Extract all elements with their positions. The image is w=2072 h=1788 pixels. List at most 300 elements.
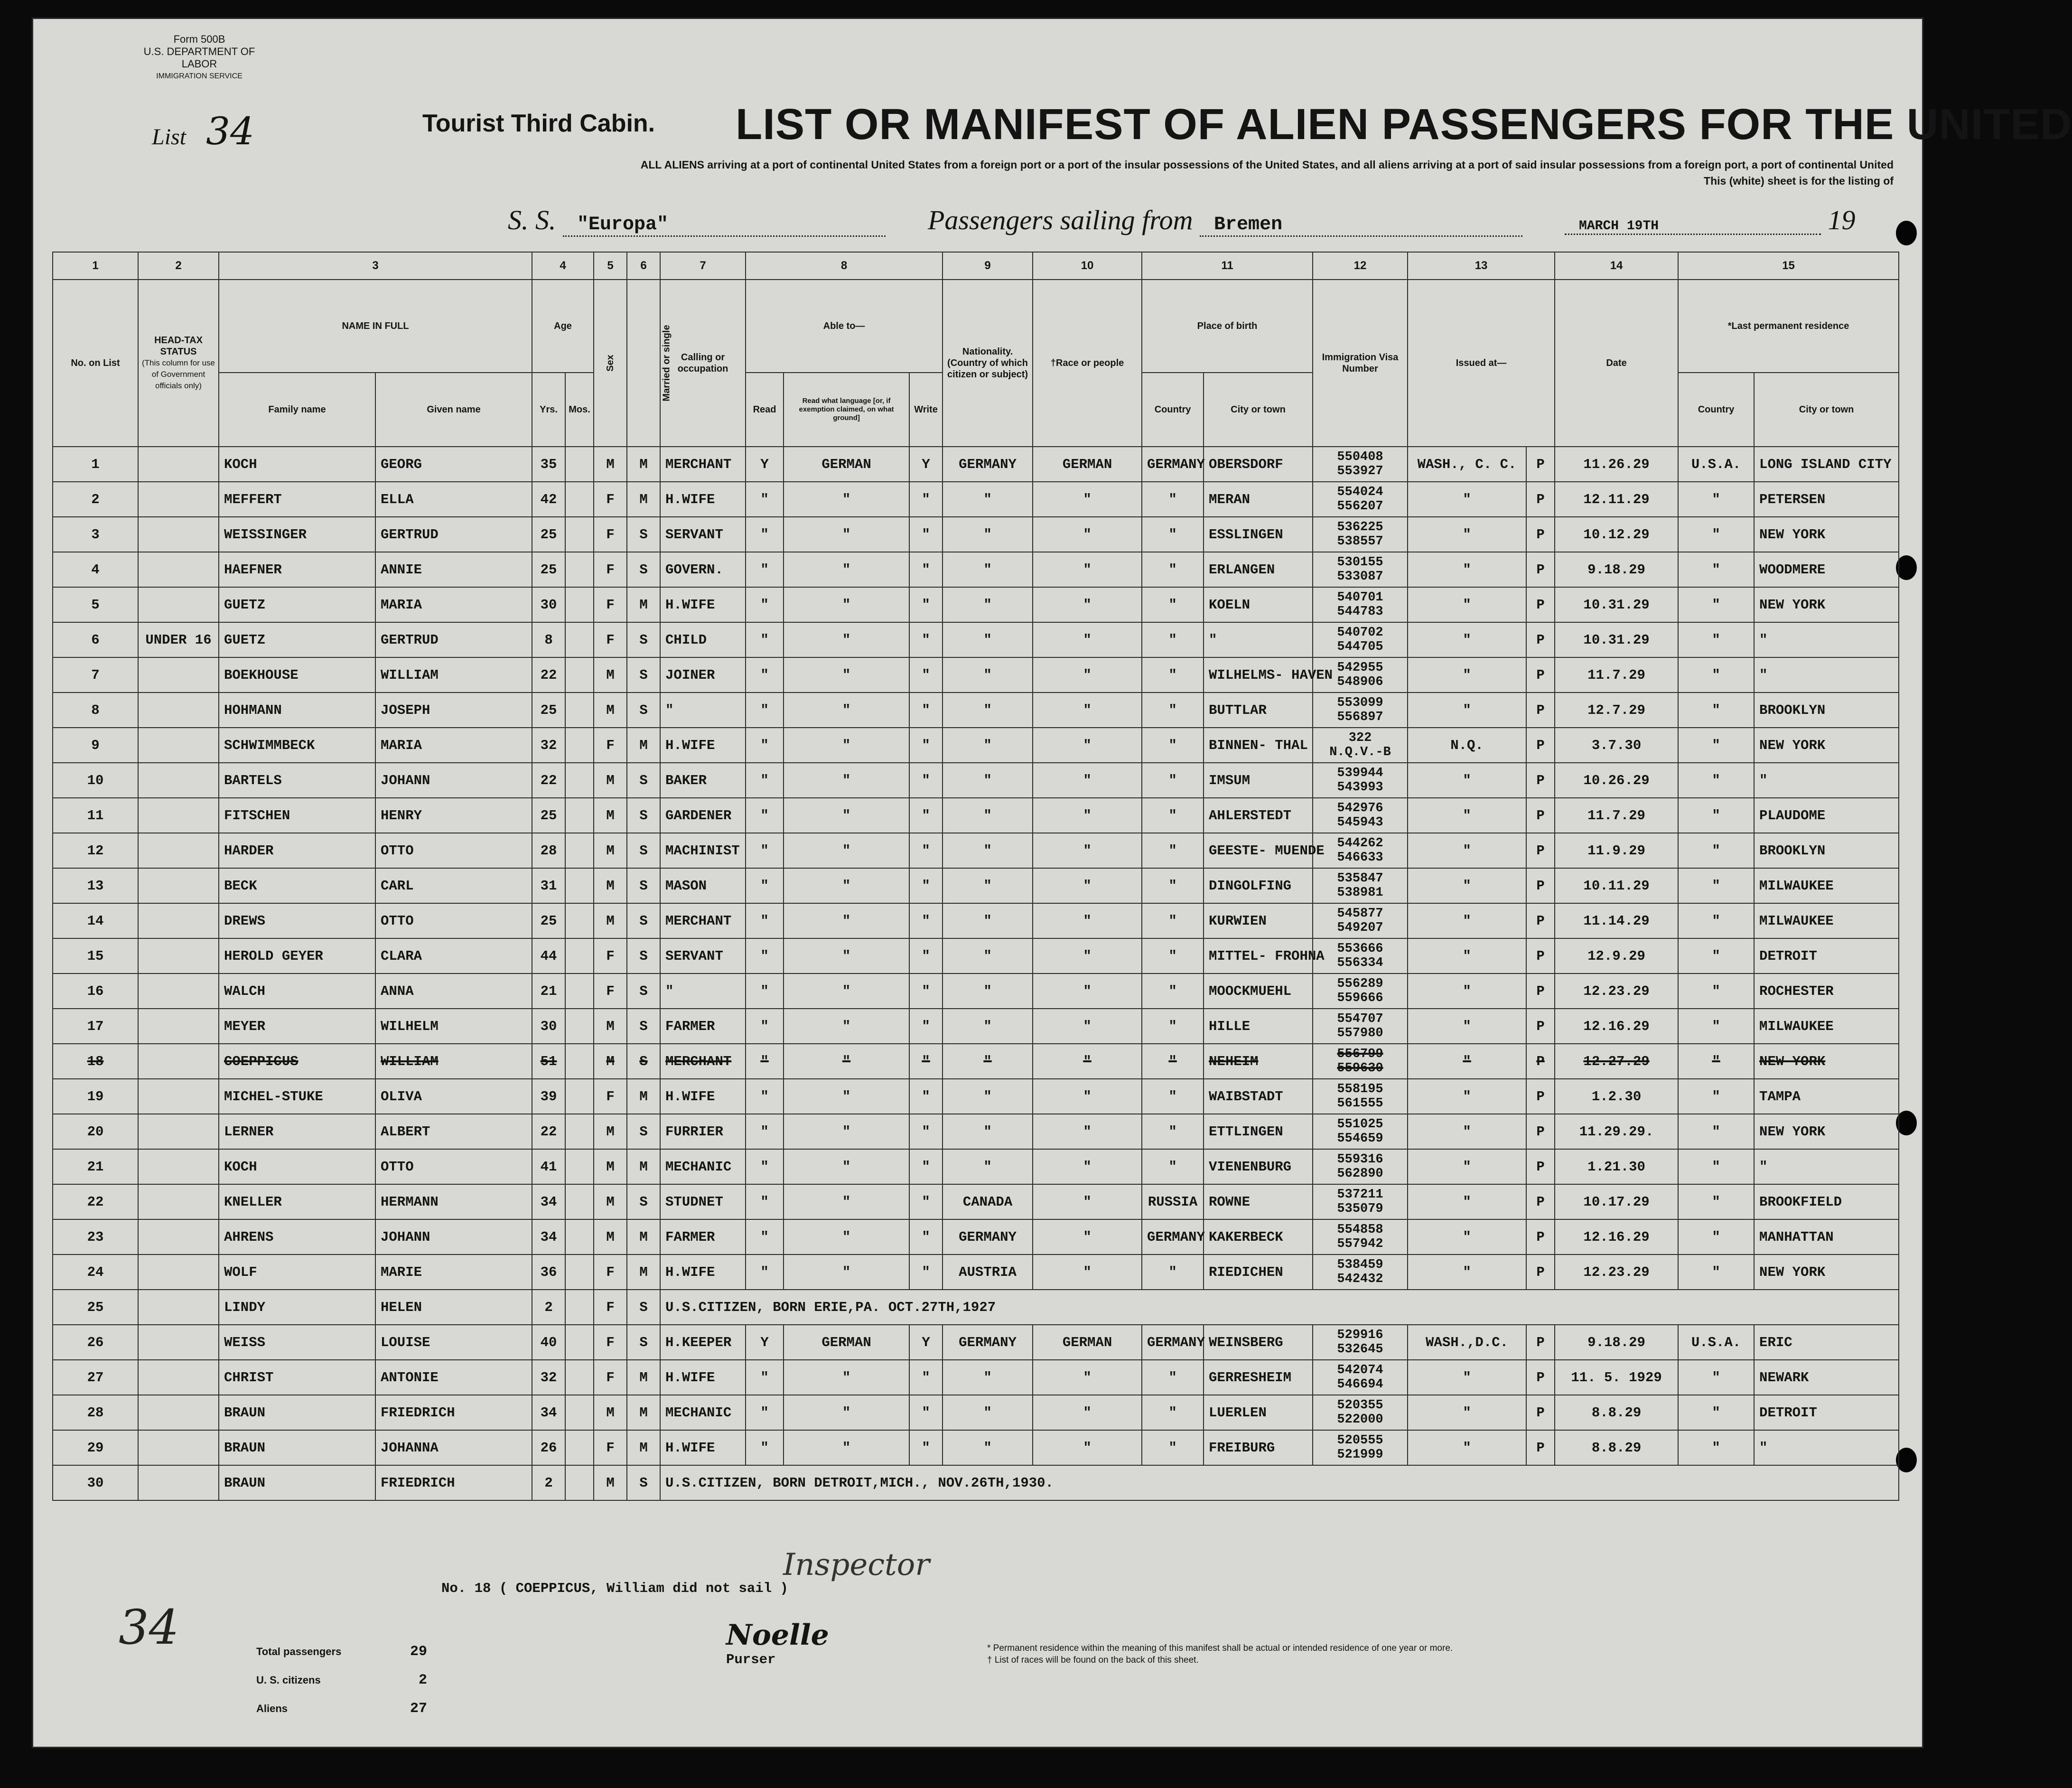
sex-cell: F	[594, 552, 627, 587]
departure-port: Bremen	[1200, 214, 1522, 237]
occupation: MASON	[660, 868, 746, 903]
residence-city: "	[1754, 1430, 1899, 1465]
can-write: "	[909, 1395, 943, 1430]
race: "	[1033, 1114, 1142, 1149]
table-row	[53, 1044, 1899, 1079]
issued-mark: P	[1526, 868, 1555, 903]
age-months	[565, 974, 594, 1009]
issued-at: "	[1408, 1079, 1526, 1114]
visa-number: 553666 556334	[1313, 938, 1408, 974]
family-name: CHRIST	[219, 1360, 375, 1395]
head-tax-cell	[138, 1184, 219, 1219]
sex-cell: M	[594, 798, 627, 833]
purser-label: Purser	[726, 1652, 776, 1667]
row-number: 4	[53, 552, 138, 587]
residence-city: DETROIT	[1754, 1395, 1899, 1430]
family-name: BECK	[219, 868, 375, 903]
birth-city: WAIBSTADT	[1204, 1079, 1313, 1114]
nationality: "	[943, 728, 1033, 763]
given-name: WILLIAM	[375, 657, 532, 693]
issued-at: "	[1408, 798, 1526, 833]
table-row	[53, 833, 1899, 868]
visa-number: 556289 559666	[1313, 974, 1408, 1009]
residence-city: ROCHESTER	[1754, 974, 1899, 1009]
row-number: 17	[53, 1009, 138, 1044]
age-years: 39	[532, 1079, 565, 1114]
age-months	[565, 1114, 594, 1149]
age-months	[565, 657, 594, 693]
table-row	[53, 1290, 1899, 1325]
age-years: 25	[532, 552, 565, 587]
age-years: 34	[532, 1395, 565, 1430]
race: "	[1033, 1044, 1142, 1079]
sailing-label: Passengers sailing from	[928, 205, 1193, 235]
visa-date: 11.26.29	[1555, 447, 1678, 482]
row-number: 7	[53, 657, 138, 693]
race: GERMAN	[1033, 1325, 1142, 1360]
age-months	[565, 1009, 594, 1044]
age-years: 25	[532, 903, 565, 938]
column-number: 15	[1678, 252, 1899, 280]
marital-status: S	[627, 693, 660, 728]
footnote-races: † List of races will be found on the back of this sheet.	[987, 1655, 1199, 1665]
given-name: ELLA	[375, 482, 532, 517]
totals-block	[256, 1638, 427, 1723]
occupation: H.WIFE	[660, 587, 746, 622]
citizen-note: U.S.CITIZEN, BORN ERIE,PA. OCT.27TH,1927	[660, 1290, 1899, 1325]
issued-at: "	[1408, 1044, 1526, 1079]
race: "	[1033, 763, 1142, 798]
row-number: 29	[53, 1430, 138, 1465]
list-number	[152, 109, 254, 153]
marital-status: M	[627, 1254, 660, 1290]
issued-at: "	[1408, 974, 1526, 1009]
age-months	[565, 622, 594, 657]
departure-date: MARCH 19TH	[1565, 219, 1821, 235]
header-name-in-full: NAME IN FULL	[219, 280, 532, 373]
head-tax-cell: UNDER 16	[138, 622, 219, 657]
occupation: MACHINIST	[660, 833, 746, 868]
can-write: "	[909, 1219, 943, 1254]
birth-country: "	[1142, 693, 1204, 728]
residence-country: "	[1678, 1044, 1754, 1079]
visa-date: 12.7.29	[1555, 693, 1678, 728]
birth-country: "	[1142, 587, 1204, 622]
row-number: 28	[53, 1395, 138, 1430]
visa-number: 558195 561555	[1313, 1079, 1408, 1114]
race: "	[1033, 1149, 1142, 1184]
marital-status: M	[627, 1149, 660, 1184]
birth-country: "	[1142, 938, 1204, 974]
visa-number: 554024 556207	[1313, 482, 1408, 517]
age-months	[565, 587, 594, 622]
read-language: GERMAN	[784, 447, 909, 482]
table-row	[53, 1079, 1899, 1114]
given-name: MARIE	[375, 1254, 532, 1290]
issued-mark: P	[1526, 763, 1555, 798]
can-write: "	[909, 482, 943, 517]
visa-date: 9.18.29	[1555, 1325, 1678, 1360]
head-tax-cell	[138, 517, 219, 552]
table-row	[53, 447, 1899, 482]
given-name: WILLIAM	[375, 1044, 532, 1079]
family-name: HARDER	[219, 833, 375, 868]
marital-status: M	[627, 1219, 660, 1254]
issued-at: "	[1408, 517, 1526, 552]
issued-at: WASH., C. C.	[1408, 447, 1526, 482]
race: "	[1033, 868, 1142, 903]
column-number: 4	[532, 252, 594, 280]
residence-country: "	[1678, 587, 1754, 622]
race: "	[1033, 728, 1142, 763]
family-name: WEISS	[219, 1325, 375, 1360]
visa-number: 520355 522000	[1313, 1395, 1408, 1430]
row-number: 20	[53, 1114, 138, 1149]
can-read: "	[746, 868, 784, 903]
column-number: 2	[138, 252, 219, 280]
issued-at: "	[1408, 552, 1526, 587]
residence-city: NEW YORK	[1754, 1254, 1899, 1290]
family-name: SCHWIMMBECK	[219, 728, 375, 763]
read-language: "	[784, 1395, 909, 1430]
occupation: GARDENER	[660, 798, 746, 833]
sex-cell: M	[594, 1184, 627, 1219]
issued-mark: P	[1526, 974, 1555, 1009]
list-label: List	[152, 124, 187, 150]
table-row	[53, 552, 1899, 587]
can-write: "	[909, 693, 943, 728]
visa-date: 12.23.29	[1555, 974, 1678, 1009]
table-row	[53, 1254, 1899, 1290]
race: "	[1033, 798, 1142, 833]
marital-status: S	[627, 798, 660, 833]
birth-city: OBERSDORF	[1204, 447, 1313, 482]
visa-date: 11.9.29	[1555, 833, 1678, 868]
birth-country: "	[1142, 517, 1204, 552]
visa-date: 10.17.29	[1555, 1184, 1678, 1219]
race: "	[1033, 903, 1142, 938]
sex-cell: F	[594, 517, 627, 552]
nationality: "	[943, 763, 1033, 798]
can-read: Y	[746, 447, 784, 482]
given-name: ANNA	[375, 974, 532, 1009]
head-tax-cell	[138, 1219, 219, 1254]
can-write: "	[909, 798, 943, 833]
can-read: "	[746, 728, 784, 763]
table-row	[53, 1149, 1899, 1184]
visa-date: 9.18.29	[1555, 552, 1678, 587]
given-name: FRIEDRICH	[375, 1465, 532, 1500]
age-years: 36	[532, 1254, 565, 1290]
residence-country: "	[1678, 1395, 1754, 1430]
citizen-note: U.S.CITIZEN, BORN DETROIT,MICH., NOV.26TH,1930.	[660, 1465, 1899, 1500]
given-name: GERTRUD	[375, 622, 532, 657]
us-citizens-row	[256, 1666, 427, 1694]
residence-country: "	[1678, 1149, 1754, 1184]
issued-mark: P	[1526, 657, 1555, 693]
read-language: "	[784, 798, 909, 833]
ship-line	[508, 204, 1856, 237]
nationality: GERMANY	[943, 1325, 1033, 1360]
occupation: SERVANT	[660, 938, 746, 974]
family-name: HAEFNER	[219, 552, 375, 587]
issued-mark: P	[1526, 938, 1555, 974]
marital-status: S	[627, 974, 660, 1009]
us-citizens-label: U. S. citizens	[256, 1674, 321, 1686]
visa-date: 10.12.29	[1555, 517, 1678, 552]
birth-country: GERMANY	[1142, 447, 1204, 482]
birth-city: WEINSBERG	[1204, 1325, 1313, 1360]
occupation: H.WIFE	[660, 1079, 746, 1114]
read-language: "	[784, 1219, 909, 1254]
residence-country: "	[1678, 1254, 1754, 1290]
family-name: GUETZ	[219, 587, 375, 622]
given-name: CARL	[375, 868, 532, 903]
visa-number: 550408 553927	[1313, 447, 1408, 482]
table-row	[53, 1430, 1899, 1465]
given-name: HERMANN	[375, 1184, 532, 1219]
race: "	[1033, 1360, 1142, 1395]
sex-cell: M	[594, 447, 627, 482]
row-number: 24	[53, 1254, 138, 1290]
birth-city: BUTTLAR	[1204, 693, 1313, 728]
age-months	[565, 1465, 594, 1500]
nationality: "	[943, 1360, 1033, 1395]
given-name: HELEN	[375, 1290, 532, 1325]
issued-mark: P	[1526, 728, 1555, 763]
residence-country: "	[1678, 798, 1754, 833]
birth-country: GERMANY	[1142, 1325, 1204, 1360]
given-name: ANTONIE	[375, 1360, 532, 1395]
given-name: OTTO	[375, 903, 532, 938]
family-name: LERNER	[219, 1114, 375, 1149]
residence-country: "	[1678, 693, 1754, 728]
visa-number: 544262 546633	[1313, 833, 1408, 868]
birth-country: "	[1142, 1079, 1204, 1114]
age-months	[565, 1325, 594, 1360]
issued-at: "	[1408, 1430, 1526, 1465]
issued-mark: P	[1526, 1254, 1555, 1290]
header-date: Date	[1555, 280, 1678, 447]
family-name: MICHEL-STUKE	[219, 1079, 375, 1114]
read-language: "	[784, 833, 909, 868]
race: "	[1033, 1430, 1142, 1465]
table-row	[53, 938, 1899, 974]
column-number: 7	[660, 252, 746, 280]
can-read: "	[746, 1079, 784, 1114]
occupation: H.WIFE	[660, 728, 746, 763]
race: "	[1033, 1395, 1142, 1430]
can-write: "	[909, 1044, 943, 1079]
head-tax-cell	[138, 552, 219, 587]
visa-number: 537211 535079	[1313, 1184, 1408, 1219]
head-tax-cell	[138, 728, 219, 763]
header-place-of-birth: Place of birth	[1142, 280, 1313, 373]
visa-number: 539944 543993	[1313, 763, 1408, 798]
birth-city: GERRESHEIM	[1204, 1360, 1313, 1395]
issued-at: N.Q.	[1408, 728, 1526, 763]
birth-city: VIENENBURG	[1204, 1149, 1313, 1184]
visa-date: 12.16.29	[1555, 1219, 1678, 1254]
residence-country: "	[1678, 938, 1754, 974]
can-read: "	[746, 763, 784, 798]
age-months	[565, 517, 594, 552]
column-number: 12	[1313, 252, 1408, 280]
header-age: Age	[532, 280, 594, 373]
header-birth-city: City or town	[1204, 373, 1313, 447]
inspector-signature: Inspector	[783, 1547, 930, 1582]
subtitle-line-2: This (white) sheet is for the listing of	[1704, 175, 1894, 187]
given-name: FRIEDRICH	[375, 1395, 532, 1430]
can-read: "	[746, 517, 784, 552]
can-read: "	[746, 798, 784, 833]
residence-country: "	[1678, 1079, 1754, 1114]
read-language: "	[784, 657, 909, 693]
table-row	[53, 868, 1899, 903]
age-months	[565, 1290, 594, 1325]
sex-cell: M	[594, 1149, 627, 1184]
can-read: "	[746, 1149, 784, 1184]
nationality: "	[943, 938, 1033, 974]
row-number: 23	[53, 1219, 138, 1254]
header-residence-city: City or town	[1754, 373, 1899, 447]
birth-city: LUERLEN	[1204, 1395, 1313, 1430]
table-row	[53, 482, 1899, 517]
issued-mark: P	[1526, 587, 1555, 622]
residence-country: "	[1678, 1360, 1754, 1395]
can-read: "	[746, 587, 784, 622]
birth-city: IMSUM	[1204, 763, 1313, 798]
marital-status: S	[627, 1465, 660, 1500]
read-language: "	[784, 622, 909, 657]
residence-country: "	[1678, 1219, 1754, 1254]
family-name: HEROLD GEYER	[219, 938, 375, 974]
age-years: 2	[532, 1465, 565, 1500]
birth-country: "	[1142, 1009, 1204, 1044]
age-years: 22	[532, 657, 565, 693]
issued-at: "	[1408, 763, 1526, 798]
visa-date: 10.26.29	[1555, 763, 1678, 798]
row-number: 10	[53, 763, 138, 798]
head-tax-cell	[138, 1149, 219, 1184]
residence-city: NEW YORK	[1754, 728, 1899, 763]
can-write: "	[909, 1009, 943, 1044]
can-read: "	[746, 1114, 784, 1149]
total-passengers-label: Total passengers	[256, 1646, 342, 1657]
ss-label: S. S.	[508, 205, 556, 235]
occupation: CHILD	[660, 622, 746, 657]
occupation: FARMER	[660, 1219, 746, 1254]
sex-cell: M	[594, 657, 627, 693]
occupation: GOVERN.	[660, 552, 746, 587]
age-years: 40	[532, 1325, 565, 1360]
read-language: "	[784, 1360, 909, 1395]
issued-mark: P	[1526, 447, 1555, 482]
year-label: 19	[1828, 205, 1856, 235]
residence-city: MANHATTAN	[1754, 1219, 1899, 1254]
can-read: Y	[746, 1325, 784, 1360]
header-married	[627, 280, 672, 447]
nationality: AUSTRIA	[943, 1254, 1033, 1290]
marital-status: S	[627, 1009, 660, 1044]
column-number: 9	[943, 252, 1033, 280]
header-nationality: Nationality. (Country of which citizen or subject)	[943, 280, 1033, 447]
row-number: 11	[53, 798, 138, 833]
header-visa-number: Immigration Visa Number	[1313, 280, 1408, 447]
birth-country: "	[1142, 1254, 1204, 1290]
nationality: "	[943, 1430, 1033, 1465]
marital-status: M	[627, 1360, 660, 1395]
age-months	[565, 868, 594, 903]
nationality: "	[943, 482, 1033, 517]
sex-cell: F	[594, 728, 627, 763]
residence-country: U.S.A.	[1678, 447, 1754, 482]
head-tax-cell	[138, 903, 219, 938]
department-name: U.S. DEPARTMENT OF LABOR	[143, 46, 255, 70]
row-number: 5	[53, 587, 138, 622]
nationality: GERMANY	[943, 447, 1033, 482]
marital-status: S	[627, 763, 660, 798]
table-row	[53, 587, 1899, 622]
nationality: "	[943, 622, 1033, 657]
issued-at: "	[1408, 693, 1526, 728]
header-row-1	[53, 280, 1899, 373]
table-row	[53, 1219, 1899, 1254]
table-row	[53, 622, 1899, 657]
header-mos: Mos.	[565, 373, 594, 447]
sex-cell: F	[594, 1430, 627, 1465]
birth-city: FREIBURG	[1204, 1430, 1313, 1465]
can-read: "	[746, 482, 784, 517]
age-years: 34	[532, 1184, 565, 1219]
age-years: 22	[532, 763, 565, 798]
can-read: "	[746, 1044, 784, 1079]
column-number: 5	[594, 252, 627, 280]
visa-number: 540701 544783	[1313, 587, 1408, 622]
occupation: JOINER	[660, 657, 746, 693]
visa-number: 545877 549207	[1313, 903, 1408, 938]
age-months	[565, 1254, 594, 1290]
race: "	[1033, 517, 1142, 552]
race: "	[1033, 974, 1142, 1009]
visa-number: 536225 538557	[1313, 517, 1408, 552]
birth-city: RIEDICHEN	[1204, 1254, 1313, 1290]
occupation: H.KEEPER	[660, 1325, 746, 1360]
birth-city: MERAN	[1204, 482, 1313, 517]
subtitle-line-1: ALL ALIENS arriving at a port of continental United States from a foreign port or a port of the insular possessions of the United States, and all aliens arriving at a port of said insular possessions from a foreign port, a port of continental United	[640, 159, 1894, 171]
marital-status: M	[627, 1430, 660, 1465]
age-months	[565, 1149, 594, 1184]
head-tax-cell	[138, 868, 219, 903]
head-tax-cell	[138, 1254, 219, 1290]
race: "	[1033, 482, 1142, 517]
nationality: "	[943, 1009, 1033, 1044]
birth-city: "	[1204, 622, 1313, 657]
visa-number: 559316 562890	[1313, 1149, 1408, 1184]
nationality: "	[943, 1395, 1033, 1430]
issued-mark: P	[1526, 833, 1555, 868]
age-months	[565, 447, 594, 482]
family-name: FITSCHEN	[219, 798, 375, 833]
age-years: 35	[532, 447, 565, 482]
issued-mark: P	[1526, 1395, 1555, 1430]
residence-city: NEWARK	[1754, 1360, 1899, 1395]
header-married-label: Married or single	[661, 325, 672, 402]
sex-cell: F	[594, 1290, 627, 1325]
row-number: 2	[53, 482, 138, 517]
residence-country: "	[1678, 763, 1754, 798]
residence-country: "	[1678, 1184, 1754, 1219]
